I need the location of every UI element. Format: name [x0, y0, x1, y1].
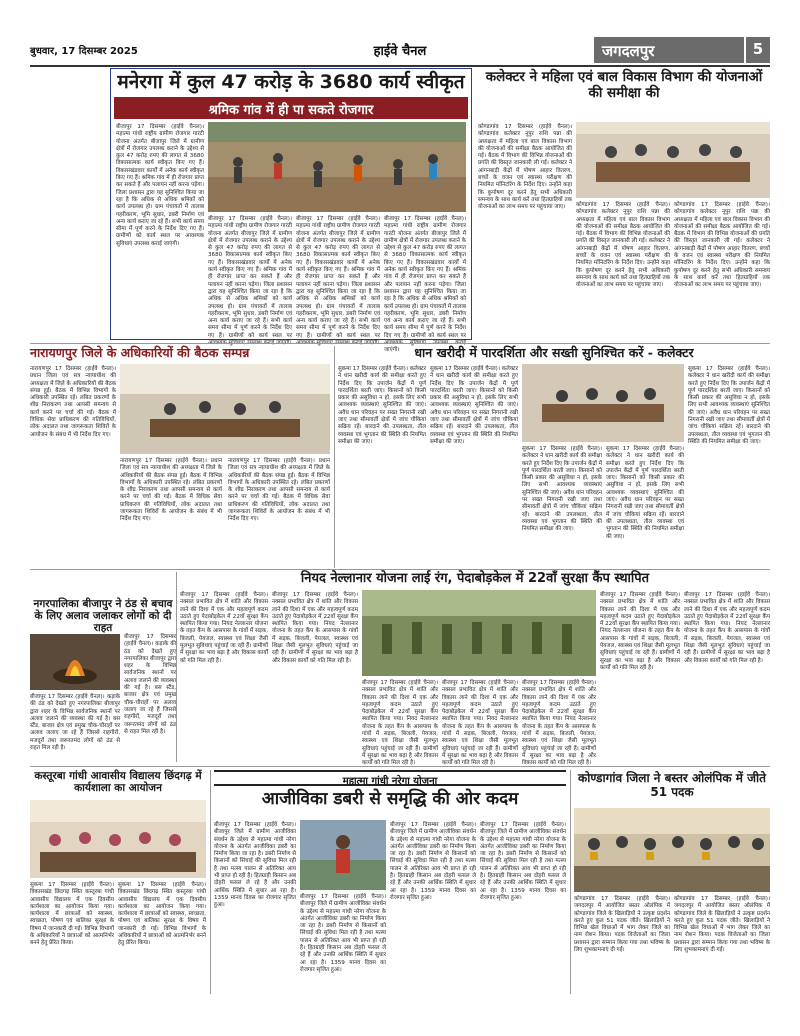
- story-security-camp-text-col6: बीजापुर 17 दिसम्बर (हाईवे चैनल)। नक्सल प्रभावित क्षेत्र में शांति और विकास लाने की दिशा में एक और महत्वपूर्ण कदम उठाते हुए पेदाबोड़केल में 22वाँ सुरक्षा कैंप स्थापित किया गया। नियद नेल्लानार योजना के तहत कैंप के आसपास के गांवों में सड़क, बिजली, पेयजल, स्वास्थ्य एवं शिक्षा जैसी मूलभूत सुविधाएं पहुंचाई जा रही हैं। ग्रामीणों में सुरक्षा का भाव बढ़ा है और विकास कार्यों को गति मिल रही है।: [600, 592, 680, 671]
- story-security-camp-text-col3: बीजापुर 17 दिसम्बर (हाईवे चैनल)। नक्सल प्रभावित क्षेत्र में शांति और विकास लाने की दिशा में एक और महत्वपूर्ण कदम उठाते हुए पेदाबोड़केल में 22वाँ सुरक्षा कैंप स्थापित किया गया। नियद नेल्लानार योजना के तहत कैंप के आसपास के गांवों में सड़क, बिजली, पेयजल, स्वास्थ्य एवं शिक्षा जैसी मूलभूत सुविधाएं पहुंचाई जा रही हैं। ग्रामीणों में सुरक्षा का भाव बढ़ा है और विकास कार्यों को गति मिल रही है।: [362, 680, 438, 767]
- story-paddy-text-col1: सुकमा 17 दिसम्बर (हाईवे चैनल)। कलेक्टर ने धान खरीदी कार्य की समीक्षा करते हुए निर्देश दिए कि उपार्जन केंद्रों में पूर्ण पारदर्शिता बरती जाए। किसानों को किसी प्रकार की असुविधा न हो, इसके लिए सभी आवश्यक व्यवस्थाएं सुनिश्चित की जाएं। अवैध धान परिवहन पर सख्त निगरानी रखी जाए तथा सीमावर्ती क्षेत्रों में जांच चौकियां सक्रिय रहें। बारदाने की उपलब्धता, तौल व्यवस्था एवं भुगतान की स्थिति की नियमित समीक्षा की जाए।: [338, 366, 426, 445]
- story-security-camp-text-col7: बीजापुर 17 दिसम्बर (हाईवे चैनल)। नक्सल प्रभावित क्षेत्र में शांति और विकास लाने की दिशा में एक और महत्वपूर्ण कदम उठाते हुए पेदाबोड़केल में 22वाँ सुरक्षा कैंप स्थापित किया गया। नियद नेल्लानार योजना के तहत कैंप के आसपास के गांवों में सड़क, बिजली, पेयजल, स्वास्थ्य एवं शिक्षा जैसी मूलभूत सुविधाएं पहुंचाई जा रही हैं। ग्रामीणों में सुरक्षा का भाव बढ़ा है और विकास कार्यों को गति मिल रही है।: [684, 592, 770, 664]
- divider: [30, 766, 770, 767]
- narayanpur-meeting-photo: [120, 364, 330, 454]
- story-narayanpur-text-col1: नारायणपुर 17 दिसम्बर (हाईवे चैनल)। प्रधान जिला एवं सत्र न्यायाधीश की अध्यक्षता में जिले के अधिकारियों की बैठक संपन्न हुई। बैठक में विभिन्न विभागों के अधिकारी उपस्थित रहे। लंबित प्रकरणों के शीघ्र निराकरण तथा आपसी समन्वय से कार्य करने पर चर्चा की गई। बैठक में विधिक सेवा प्राधिकरण की गतिविधियों, लोक अदालत तथा जागरूकता शिविरों के आयोजन के संबंध में भी निर्देश दिए गए।: [30, 366, 116, 438]
- city-label: जगदलपुर: [594, 37, 744, 63]
- story-dabri-text-col1: बीजापुर 17 दिसम्बर (हाईवे चैनल)। बीजापुर जिले में ग्रामीण आजीविका संवर्धन के उद्देश्य से महात्मा गांधी नरेगा योजना के अंतर्गत आजीविका डबरी का निर्माण किया जा रहा है। डबरी निर्माण से किसानों को सिंचाई की सुविधा मिल रही है तथा मत्स्य पालन से अतिरिक्त आय भी प्राप्त हो रही है। हितग्राही किसान अब दोहरी फसल ले रहे हैं और उनकी आर्थिक स्थिति में सुधार आ रहा है। 1359 मानव दिवस का रोजगार सृजित हुआ।: [214, 822, 296, 909]
- story-bonfire-text-col2: बीजापुर 17 दिसम्बर (हाईवे चैनल)। कड़ाके की ठंड को देखते हुए नगरपालिका बीजापुर द्वारा शहर के विभिन्न सार्वजनिक स्थानों पर अलाव जलाने की व्यवस्था की गई है। बस स्टैंड, बाजार क्षेत्र एवं प्रमुख चौक-चौराहों पर अलाव जलाए जा रहे हैं जिससे राहगीरों, मजदूरों तथा जरूरतमंद लोगों को ठंड से राहत मिल रही है।: [30, 694, 120, 752]
- story-mgnrega-text-col3: बीजापुर 17 दिसम्बर (हाईवे चैनल)। महात्मा गांधी राष्ट्रीय ग्रामीण रोजगार गारंटी योजना अंतर्गत बीजापुर जिले में ग्रामीण क्षेत्रों में रोजगार उपलब्ध कराने के उद्देश्य से कुल 47 करोड़ रुपए की लागत से 3680 विकासात्मक कार्य स्वीकृत किए गए हैं। विकासखंडवार कार्यों में अनेक कार्य स्वीकृत किए गए हैं। श्रमिक गांव में ही रोजगार प्राप्त कर सकते हैं और पलायन नहीं करना पड़ेगा। जिला प्रशासन द्वारा यह सुनिश्चित किया जा रहा है कि अधिक से अधिक श्रमिकों को कार्य उपलब्ध हो। ग्राम पंचायतों में तालाब गहरीकरण, भूमि सुधार, डबरी निर्माण एवं अन्य कार्य कराए जा रहे हैं। सभी कार्य समय सीमा में पूर्ण करने के निर्देश दिए गए हैं। ग्रामीणों को कार्य स्थल पर: [296, 216, 380, 339]
- masthead-rule: [30, 65, 770, 67]
- kgbv-workshop-photo: [30, 800, 206, 878]
- story-paddy-text-col3: सुकमा 17 दिसम्बर (हाईवे चैनल)। कलेक्टर ने धान खरीदी कार्य की समीक्षा करते हुए निर्देश दिए कि उपार्जन केंद्रों में पूर्ण पारदर्शिता बरती जाए। किसानों को किसी प्रकार की असुविधा न हो, इसके लिए सभी आवश्यक व्यवस्थाएं सुनिश्चित की जाएं। अवैध धान परिवहन पर सख्त निगरानी रखी जाए तथा सीमावर्ती क्षेत्रों में जांच चौकियां सक्रिय रहें। बारदाने की उपलब्धता, तौल व्यवस्था एवं भुगतान की स्थिति की नियमित समीक्षा की जाए।: [522, 446, 602, 533]
- story-narayanpur-headline: नारायणपुर जिले के अधिकारियों की बैठक सम्पन्न: [30, 345, 250, 360]
- bonfire-photo: [30, 634, 120, 690]
- divider: [30, 569, 770, 570]
- story-bonfire-headline: नगरपालिका बीजापुर ने ठंड से बचाव के लिए अलाव जलाकर लोगों को दी राहत: [33, 598, 173, 635]
- story-collector-review-headline: कलेक्टर ने महिला एवं बाल विकास विभाग की योजनाओं की समीक्षा की: [485, 69, 763, 101]
- story-mgnrega-text-col2: बीजापुर 17 दिसम्बर (हाईवे चैनल)। महात्मा गांधी राष्ट्रीय ग्रामीण रोजगार गारंटी योजना अंतर्गत बीजापुर जिले में ग्रामीण क्षेत्रों में रोजगार उपलब्ध कराने के उद्देश्य से कुल 47 करोड़ रुपए की लागत से 3680 विकासात्मक कार्य स्वीकृत किए गए हैं। विकासखंडवार कार्यों में अनेक कार्य स्वीकृत किए गए हैं। श्रमिक गांव में ही रोजगार प्राप्त कर सकते हैं और पलायन नहीं करना पड़ेगा। जिला प्रशासन द्वारा यह सुनिश्चित किया जा रहा है कि अधिक से अधिक श्रमिकों को कार्य उपलब्ध हो। ग्राम पंचायतों में तालाब गहरीकरण, भूमि सुधार, डबरी निर्माण एवं अन्य कार्य कराए जा रहे हैं। सभी कार्य समय सीमा में पूर्ण करने के निर्देश दिए गए हैं। ग्रामीणों को कार्य स्थल पर: [208, 216, 292, 339]
- page-number: 5: [746, 37, 770, 63]
- story-paddy-text-col5: सुकमा 17 दिसम्बर (हाईवे चैनल)। कलेक्टर ने धान खरीदी कार्य की समीक्षा करते हुए निर्देश दिए कि उपार्जन केंद्रों में पूर्ण पारदर्शिता बरती जाए। किसानों को किसी प्रकार की असुविधा न हो, इसके लिए सभी आवश्यक व्यवस्थाएं सुनिश्चित की जाएं। अवैध धान परिवहन पर सख्त निगरानी रखी जाए तथा सीमावर्ती क्षेत्रों में जांच चौकियां सक्रिय रहें। बारदाने की उपलब्धता, तौल व्यवस्था एवं भुगतान की स्थिति की नियमित समीक्षा की जाए।: [688, 366, 770, 445]
- story-security-camp-text-col4: बीजापुर 17 दिसम्बर (हाईवे चैनल)। नक्सल प्रभावित क्षेत्र में शांति और विकास लाने की दिशा में एक और महत्वपूर्ण कदम उठाते हुए पेदाबोड़केल में 22वाँ सुरक्षा कैंप स्थापित किया गया। नियद नेल्लानार योजना के तहत कैंप के आसपास के गांवों में सड़क, बिजली, पेयजल, स्वास्थ्य एवं शिक्षा जैसी मूलभूत सुविधाएं पहुंचाई जा रही हैं। ग्रामीणों में सुरक्षा का भाव बढ़ा है और विकास कार्यों को गति मिल रही है।: [442, 680, 518, 767]
- story-bonfire-text-col1: बीजापुर 17 दिसम्बर (हाईवे चैनल)। कड़ाके की ठंड को देखते हुए नगरपालिका बीजापुर द्वारा शहर के विभिन्न सार्वजनिक स्थानों पर अलाव जलाने की व्यवस्था की गई है। बस स्टैंड, बाजार क्षेत्र एवं प्रमुख चौक-चौराहों पर अलाव जलाए जा रहे हैं जिससे राहगीरों, मजदूरों तथा जरूरतमंद लोगों को ठंड से राहत मिल रही है।: [124, 634, 176, 735]
- mgnrega-workers-photo: [208, 122, 466, 212]
- divider: [210, 770, 211, 994]
- story-narayanpur-text-col2: नारायणपुर 17 दिसम्बर (हाईवे चैनल)। प्रधान जिला एवं सत्र न्यायाधीश की अध्यक्षता में जिले के अधिकारियों की बैठक संपन्न हुई। बैठक में विभिन्न विभागों के अधिकारी उपस्थित रहे। लंबित प्रकरणों के शीघ्र निराकरण तथा आपसी समन्वय से कार्य करने पर चर्चा की गई। बैठक में विधिक सेवा प्राधिकरण की गतिविधियों, लोक अदालत तथा जागरूकता शिविरों के आयोजन के संबंध में भी निर्देश दिए गए।: [120, 458, 222, 523]
- story-dabri-headline: आजीविका डबरी से समृद्धि की ओर कदम: [261, 789, 519, 809]
- story-paddy-text-col4: सुकमा 17 दिसम्बर (हाईवे चैनल)। कलेक्टर ने धान खरीदी कार्य की समीक्षा करते हुए निर्देश दिए कि उपार्जन केंद्रों में पूर्ण पारदर्शिता बरती जाए। किसानों को किसी प्रकार की असुविधा न हो, इसके लिए सभी आवश्यक व्यवस्थाएं सुनिश्चित की जाएं। अवैध धान परिवहन पर सख्त निगरानी रखी जाए तथा सीमावर्ती क्षेत्रों में जांच चौकियां सक्रिय रहें। बारदाने की उपलब्धता, तौल व्यवस्था एवं भुगतान की स्थिति की नियमित समीक्षा की जाए।: [606, 446, 684, 540]
- story-olympic-headline: कोण्डागांव जिला ने बस्तर ओलंपिक में जीते 51 पदक: [578, 771, 766, 799]
- issue-date: बुधवार, 17 दिसम्बर 2025: [30, 46, 138, 57]
- story-security-camp-text-col5: बीजापुर 17 दिसम्बर (हाईवे चैनल)। नक्सल प्रभावित क्षेत्र में शांति और विकास लाने की दिशा में एक और महत्वपूर्ण कदम उठाते हुए पेदाबोड़केल में 22वाँ सुरक्षा कैंप स्थापित किया गया। नियद नेल्लानार योजना के तहत कैंप के आसपास के गांवों में सड़क, बिजली, पेयजल, स्वास्थ्य एवं शिक्षा जैसी मूलभूत सुविधाएं पहुंचाई जा रही हैं। ग्रामीणों में सुरक्षा का भाव बढ़ा है और विकास कार्यों को गति मिल रही है।: [522, 680, 596, 767]
- story-narayanpur-text-col3: नारायणपुर 17 दिसम्बर (हाईवे चैनल)। प्रधान जिला एवं सत्र न्यायाधीश की अध्यक्षता में जिले के अधिकारियों की बैठक संपन्न हुई। बैठक में विभिन्न विभागों के अधिकारी उपस्थित रहे। लंबित प्रकरणों के शीघ्र निराकरण तथा आपसी समन्वय से कार्य करने पर चर्चा की गई। बैठक में विधिक सेवा प्राधिकरण की गतिविधियों, लोक अदालत तथा जागरूकता शिविरों के आयोजन के संबंध में भी निर्देश दिए गए।: [228, 458, 330, 523]
- story-mgnrega-text-col4: बीजापुर 17 दिसम्बर (हाईवे चैनल)। महात्मा गांधी राष्ट्रीय ग्रामीण रोजगार गारंटी योजना अंतर्गत बीजापुर जिले में ग्रामीण क्षेत्रों में रोजगार उपलब्ध कराने के उद्देश्य से कुल 47 करोड़ रुपए की लागत से 3680 विकासात्मक कार्य स्वीकृत किए गए हैं। विकासखंडवार कार्यों में अनेक कार्य स्वीकृत किए गए हैं। श्रमिक गांव में ही रोजगार प्राप्त कर सकते हैं और पलायन नहीं करना पड़ेगा। जिला प्रशासन द्वारा यह सुनिश्चित किया जा रहा है कि अधिक से अधिक श्रमिकों को कार्य उपलब्ध हो। ग्राम पंचायतों में तालाब गहरीकरण, भूमि सुधार, डबरी निर्माण एवं अन्य कार्य कराए जा रहे हैं। सभी कार्य समय सीमा में पूर्ण करने के निर्देश दिए गए हैं। ग्रामीणों को कार्य स्थल पर जाएंगी।: [384, 216, 466, 354]
- story-kgbv-text-col1: सुकमा 17 दिसम्बर (हाईवे चैनल)। विकासखंड छिंदगढ़ स्थित कस्तूरबा गांधी आवासीय विद्यालय में एक दिवसीय कार्यशाला का आयोजन किया गया। कार्यशाला में छात्राओं को स्वास्थ्य, स्वच्छता, पोषण एवं बालिका सुरक्षा के विषय में जानकारी दी गई। विभिन्न विभागों के अधिकारियों ने छात्राओं को आत्मनिर्भर बनने हेतु प्रेरित किया।: [30, 882, 114, 947]
- story-mgnrega-text-col1: बीजापुर 17 दिसम्बर (हाईवे चैनल)। महात्मा गांधी राष्ट्रीय ग्रामीण रोजगार गारंटी योजना अंतर्गत बीजापुर जिले में ग्रामीण क्षेत्रों में रोजगार उपलब्ध कराने के उद्देश्य से कुल 47 करोड़ रुपए की लागत से 3680 विकासात्मक कार्य स्वीकृत किए गए हैं। विकासखंडवार कार्यों में अनेक कार्य स्वीकृत किए गए हैं। श्रमिक गांव में ही रोजगार प्राप्त कर सकते हैं और पलायन नहीं करना पड़ेगा। जिला प्रशासन द्वारा यह सुनिश्चित किया जा रहा है कि अधिक से अधिक श्रमिकों को कार्य उपलब्ध हो। ग्राम पंचायतों में तालाब गहरीकरण, भूमि सुधार, डबरी निर्माण एवं अन्य कार्य कराए जा रहे हैं। सभी कार्य समय सीमा में पूर्ण करने के निर्देश दिए गए हैं। ग्रामीणों को कार्य स्थल पर आवश्यक सुविधाएं उपलब्ध कराई जाएंगी।: [116, 124, 204, 247]
- story-collector-review-text-col2: कोण्डागांव 17 दिसम्बर (हाईवे चैनल)। कोण्डागांव कलेक्टर नूपुर राशि पन्ना की अध्यक्षता में महिला एवं बाल विकास विभाग की योजनाओं की समीक्षा बैठक आयोजित की गई। बैठक में विभाग की विभिन्न योजनाओं की प्रगति की विस्तृत जानकारी ली गई। कलेक्टर ने आंगनबाड़ी केंद्रों में पोषण आहार वितरण, बच्चों के वजन एवं स्वास्थ्य परीक्षण की नियमित मॉनिटरिंग के निर्देश दिए। उन्होंने कहा कि कुपोषण दूर करने हेतु सभी अधिकारी समन्वय के साथ कार्य करें तथा हितग्राहियों तक योजनाओं का लाभ समय पर पहुंचाया जाए।: [576, 202, 670, 289]
- story-olympic-text-col2: कोण्डागांव 17 दिसम्बर (हाईवे चैनल)। जगदलपुर में आयोजित बस्तर ओलंपिक में कोण्डागांव जिले के खिलाड़ियों ने उत्कृष्ट प्रदर्शन करते हुए कुल 51 पदक जीते। खिलाड़ियों ने विभिन्न खेल विधाओं में भाग लेकर जिले का नाम रोशन किया। पदक विजेताओं का जिला प्रशासन द्वारा सम्मान किया गया तथा भविष्य के लिए शुभकामनाएं दी गईं।: [674, 896, 770, 954]
- story-kgbv-headline: कस्तूरबा गांधी आवासीय विद्यालय छिंदगढ़ में कार्यशाला का आयोजन: [34, 770, 202, 795]
- story-dabri-text-col3: बीजापुर 17 दिसम्बर (हाईवे चैनल)। बीजापुर जिले में ग्रामीण आजीविका संवर्धन के उद्देश्य से महात्मा गांधी नरेगा योजना के अंतर्गत आजीविका डबरी का निर्माण किया जा रहा है। डबरी निर्माण से किसानों को सिंचाई की सुविधा मिल रही है तथा मत्स्य पालन से अतिरिक्त आय भी प्राप्त हो रही है। हितग्राही किसान अब दोहरी फसल ले रहे हैं और उनकी आर्थिक स्थिति में सुधार आ रहा है। 1359 मानव दिवस का रोजगार सृजित हुआ।: [390, 822, 476, 901]
- divider: [176, 572, 177, 762]
- masthead: [30, 37, 770, 63]
- story-mgnrega-subhead: श्रमिक गांव में ही पा सकते रोजगार: [114, 97, 468, 119]
- divider: [570, 770, 571, 994]
- divider: [30, 343, 770, 344]
- story-dabri-text-col2: बीजापुर 17 दिसम्बर (हाईवे चैनल)। बीजापुर जिले में ग्रामीण आजीविका संवर्धन के उद्देश्य से महात्मा गांधी नरेगा योजना के अंतर्गत आजीविका डबरी का निर्माण किया जा रहा है। डबरी निर्माण से किसानों को सिंचाई की सुविधा मिल रही है तथा मत्स्य पालन से अतिरिक्त आय भी प्राप्त हो रही है। हितग्राही किसान अब दोहरी फसल ले रहे हैं और उनकी आर्थिक स्थिति में सुधार आ रहा है। 1359 मानव दिवस का रोजगार सृजित हुआ।: [300, 894, 386, 973]
- security-camp-photo: [362, 590, 596, 676]
- dabri-farmer-photo: [300, 820, 386, 890]
- olympic-medalists-photo: [574, 808, 770, 892]
- story-paddy-headline: धान खरीदी में पारदर्शिता और सख्ती सुनिश्चित करें - कलेक्टर: [414, 345, 694, 360]
- paper-name: हाईवे चैनल: [373, 44, 427, 59]
- collector-meeting-photo: [576, 122, 770, 198]
- story-collector-review-text-col1: कोण्डागांव 17 दिसम्बर (हाईवे चैनल)। कोण्डागांव कलेक्टर नूपुर राशि पन्ना की अध्यक्षता में महिला एवं बाल विकास विभाग की योजनाओं की समीक्षा बैठक आयोजित की गई। बैठक में विभाग की विभिन्न योजनाओं की प्रगति की विस्तृत जानकारी ली गई। कलेक्टर ने आंगनबाड़ी केंद्रों में पोषण आहार वितरण, बच्चों के वजन एवं स्वास्थ्य परीक्षण की नियमित मॉनिटरिंग के निर्देश दिए। उन्होंने कहा कि कुपोषण दूर करने हेतु सभी अधिकारी समन्वय के साथ कार्य करें तथा हितग्राहियों तक योजनाओं का लाभ समय पर पहुंचाया जाए।: [478, 124, 572, 211]
- story-olympic-text-col1: कोण्डागांव 17 दिसम्बर (हाईवे चैनल)। जगदलपुर में आयोजित बस्तर ओलंपिक में कोण्डागांव जिले के खिलाड़ियों ने उत्कृष्ट प्रदर्शन करते हुए कुल 51 पदक जीते। खिलाड़ियों ने विभिन्न खेल विधाओं में भाग लेकर जिले का नाम रोशन किया। पदक विजेताओं का जिला प्रशासन द्वारा सम्मान किया गया तथा भविष्य के लिए शुभकामनाएं दी गईं।: [574, 896, 670, 954]
- divider: [334, 346, 335, 568]
- story-kgbv-text-col2: सुकमा 17 दिसम्बर (हाईवे चैनल)। विकासखंड छिंदगढ़ स्थित कस्तूरबा गांधी आवासीय विद्यालय में एक दिवसीय कार्यशाला का आयोजन किया गया। कार्यशाला में छात्राओं को स्वास्थ्य, स्वच्छता, पोषण एवं बालिका सुरक्षा के विषय में जानकारी दी गई। विभिन्न विभागों के अधिकारियों ने छात्राओं को आत्मनिर्भर बनने हेतु प्रेरित किया।: [118, 882, 206, 947]
- story-mgnrega-headline: मनेरगा में कुल 47 करोड़ के 3680 कार्य स्वीकृत: [117, 71, 465, 93]
- story-dabri-text-col4: बीजापुर 17 दिसम्बर (हाईवे चैनल)। बीजापुर जिले में ग्रामीण आजीविका संवर्धन के उद्देश्य से महात्मा गांधी नरेगा योजना के अंतर्गत आजीविका डबरी का निर्माण किया जा रहा है। डबरी निर्माण से किसानों को सिंचाई की सुविधा मिल रही है तथा मत्स्य पालन से अतिरिक्त आय भी प्राप्त हो रही है। हितग्राही किसान अब दोहरी फसल ले रहे हैं और उनकी आर्थिक स्थिति में सुधार आ रहा है। 1359 मानव दिवस का रोजगार सृजित हुआ।: [480, 822, 566, 901]
- story-collector-review-text-col3: कोण्डागांव 17 दिसम्बर (हाईवे चैनल)। कोण्डागांव कलेक्टर नूपुर राशि पन्ना की अध्यक्षता में महिला एवं बाल विकास विभाग की योजनाओं की समीक्षा बैठक आयोजित की गई। बैठक में विभाग की विभिन्न योजनाओं की प्रगति की विस्तृत जानकारी ली गई। कलेक्टर ने आंगनबाड़ी केंद्रों में पोषण आहार वितरण, बच्चों के वजन एवं स्वास्थ्य परीक्षण की नियमित मॉनिटरिंग के निर्देश दिए। उन्होंने कहा कि कुपोषण दूर करने हेतु सभी अधिकारी समन्वय के साथ कार्य करें तथा हितग्राहियों तक योजनाओं का लाभ समय पर पहुंचाया जाए।: [674, 202, 770, 289]
- story-dabri-kicker: महात्मा गांधी नरेगा योजना: [214, 770, 566, 786]
- story-security-camp-headline: नियद नेल्लानार योजना लाई रंग, पेदाबोड़केल में 22वाँ सुरक्षा कैंप स्थापित: [300, 571, 650, 586]
- story-paddy-text-col2: सुकमा 17 दिसम्बर (हाईवे चैनल)। कलेक्टर ने धान खरीदी कार्य की समीक्षा करते हुए निर्देश दिए कि उपार्जन केंद्रों में पूर्ण पारदर्शिता बरती जाए। किसानों को किसी प्रकार की असुविधा न हो, इसके लिए सभी आवश्यक व्यवस्थाएं सुनिश्चित की जाएं। अवैध धान परिवहन पर सख्त निगरानी रखी जाए तथा सीमावर्ती क्षेत्रों में जांच चौकियां सक्रिय रहें। बारदाने की उपलब्धता, तौल व्यवस्था एवं भुगतान की स्थिति की नियमित समीक्षा की जाए।: [430, 366, 518, 445]
- story-security-camp-text-col2: बीजापुर 17 दिसम्बर (हाईवे चैनल)। नक्सल प्रभावित क्षेत्र में शांति और विकास लाने की दिशा में एक और महत्वपूर्ण कदम उठाते हुए पेदाबोड़केल में 22वाँ सुरक्षा कैंप स्थापित किया गया। नियद नेल्लानार योजना के तहत कैंप के आसपास के गांवों में सड़क, बिजली, पेयजल, स्वास्थ्य एवं शिक्षा जैसी मूलभूत सुविधाएं पहुंचाई जा रही हैं। ग्रामीणों में सुरक्षा का भाव बढ़ा है और विकास कार्यों को गति मिल रही है।: [272, 592, 358, 664]
- story-security-camp-text-col1: बीजापुर 17 दिसम्बर (हाईवे चैनल)। नक्सल प्रभावित क्षेत्र में शांति और विकास लाने की दिशा में एक और महत्वपूर्ण कदम उठाते हुए पेदाबोड़केल में 22वाँ सुरक्षा कैंप स्थापित किया गया। नियद नेल्लानार योजना के तहत कैंप के आसपास के गांवों में सड़क, बिजली, पेयजल, स्वास्थ्य एवं शिक्षा जैसी मूलभूत सुविधाएं पहुंचाई जा रही हैं। ग्रामीणों में सुरक्षा का भाव बढ़ा है और विकास कार्यों को गति मिल रही है।: [180, 592, 268, 664]
- paddy-meeting-photo: [522, 364, 684, 442]
